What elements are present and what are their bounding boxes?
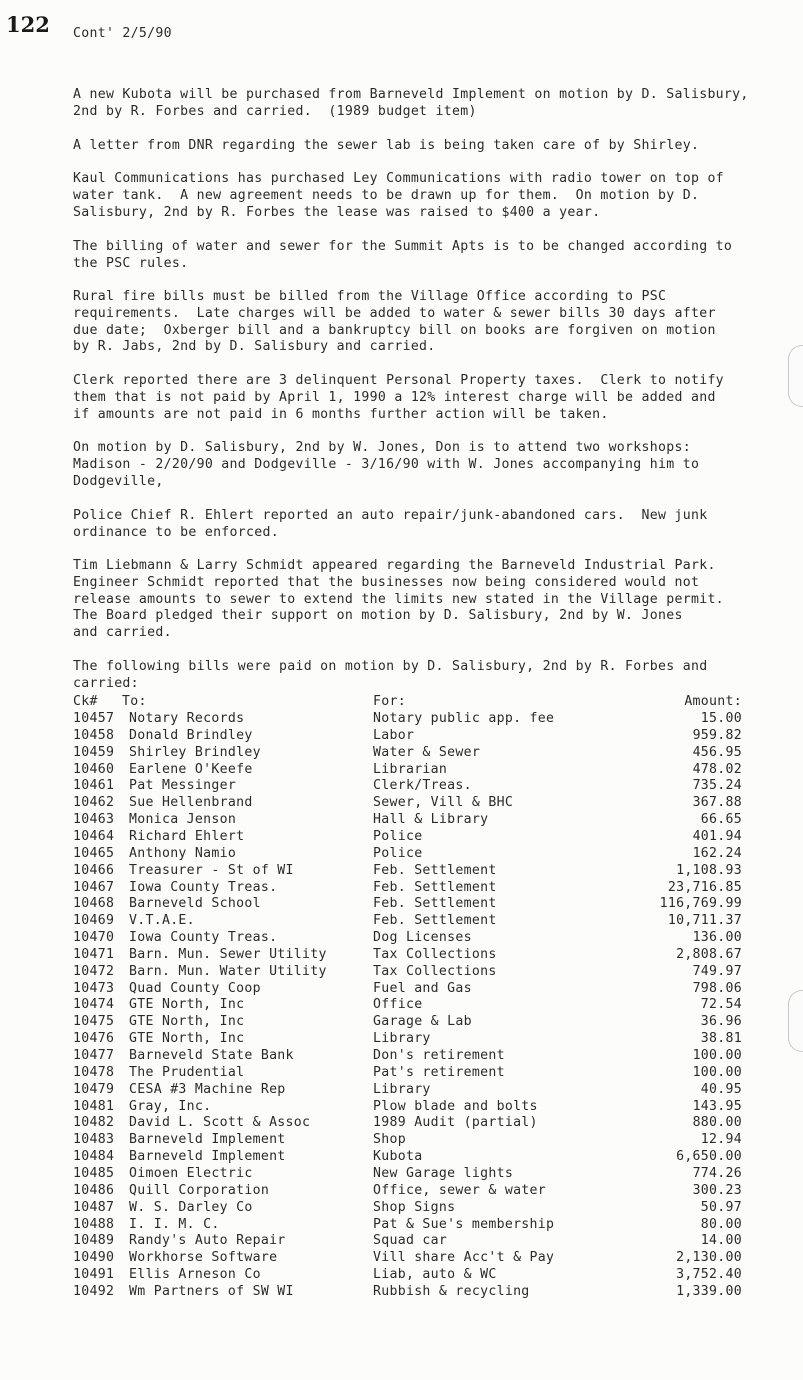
purpose: Kubota xyxy=(373,1149,423,1165)
check-number: 10485 xyxy=(73,1165,115,1181)
purpose: Library xyxy=(373,1031,431,1047)
purpose: Pat's retirement xyxy=(373,1064,505,1080)
amount: 2,130.00 xyxy=(676,1250,742,1266)
purpose: Liab, auto & WC xyxy=(373,1267,497,1283)
payee: Quad County Coop xyxy=(129,980,261,996)
purpose: Feb. Settlement xyxy=(373,913,497,929)
purpose: Clerk/Treas. xyxy=(373,778,472,794)
purpose: Labor xyxy=(373,727,415,743)
check-number: 10474 xyxy=(73,997,115,1013)
table-row xyxy=(0,946,803,963)
amount: 162.24 xyxy=(692,845,742,861)
table-row xyxy=(0,1047,803,1064)
check-number: 10481 xyxy=(73,1098,115,1114)
check-number: 10460 xyxy=(73,761,115,777)
check-number: 10488 xyxy=(73,1216,115,1232)
table-row xyxy=(0,1064,803,1081)
amount: 15.00 xyxy=(700,711,742,726)
check-number: 10461 xyxy=(73,778,115,794)
check-number: 10487 xyxy=(73,1199,115,1215)
payee: Pat Messinger xyxy=(129,778,237,794)
table-row xyxy=(0,1013,803,1030)
payee: Quill Corporation xyxy=(129,1182,270,1198)
amount: 401.94 xyxy=(692,828,742,844)
payee: GTE North, Inc xyxy=(129,997,245,1013)
payee: V.T.A.E. xyxy=(129,913,195,929)
check-number: 10478 xyxy=(73,1064,115,1080)
table-row xyxy=(0,1199,803,1216)
table-row xyxy=(0,1165,803,1182)
purpose: Feb. Settlement xyxy=(373,879,497,895)
purpose: Tax Collections xyxy=(373,963,497,979)
purpose: Library xyxy=(373,1081,431,1097)
check-number: 10492 xyxy=(73,1283,115,1299)
amount: 3,752.40 xyxy=(676,1267,742,1283)
table-row xyxy=(0,912,803,929)
binder-tab-upper xyxy=(788,345,803,407)
table-row xyxy=(0,996,803,1013)
purpose: Dog Licenses xyxy=(373,930,472,946)
check-number: 10470 xyxy=(73,930,115,946)
amount: 14.00 xyxy=(700,1233,742,1249)
table-row xyxy=(0,929,803,946)
table-row xyxy=(0,1148,803,1165)
payee: Barneveld School xyxy=(129,896,261,912)
paragraph-kaul-communications: Kaul Communications has purchased Ley Communications with radio tower on top of water tank. A new agreement needs to be drawn up for them. On motion by D. Salisbury, 2nd by R. Forbes the lease was raised to $400 a year. xyxy=(73,171,724,220)
payee: Iowa County Treas. xyxy=(129,879,278,895)
table-row xyxy=(0,1283,803,1300)
check-number: 10457 xyxy=(73,711,115,726)
header-ck: Ck# xyxy=(73,694,98,709)
amount: 749.97 xyxy=(692,963,742,979)
purpose: Sewer, Vill & BHC xyxy=(373,795,514,811)
amount: 143.95 xyxy=(692,1098,742,1114)
amount: 774.26 xyxy=(692,1165,742,1181)
purpose: Shop xyxy=(373,1132,406,1148)
paragraph-workshops: On motion by D. Salisbury, 2nd by W. Jones, Don is to attend two workshops: Madison - 2/20/90 and Dodgeville - 3/16/90 with W. Jones accompanying him to Dodgeville, xyxy=(73,440,700,489)
amount: 300.23 xyxy=(692,1182,742,1198)
purpose: Shop Signs xyxy=(373,1199,456,1215)
check-number: 10467 xyxy=(73,879,115,895)
check-number: 10489 xyxy=(73,1233,115,1249)
amount: 38.81 xyxy=(700,1031,742,1047)
payee: GTE North, Inc xyxy=(129,1031,245,1047)
amount: 40.95 xyxy=(700,1081,742,1097)
table-row xyxy=(0,794,803,811)
amount: 2,808.67 xyxy=(676,946,742,962)
payee: CESA #3 Machine Rep xyxy=(129,1081,286,1097)
check-number: 10484 xyxy=(73,1149,115,1165)
table-row xyxy=(0,1030,803,1047)
table-row xyxy=(0,727,803,744)
purpose: Librarian xyxy=(373,761,448,777)
payee: Randy's Auto Repair xyxy=(129,1233,286,1249)
purpose: Police xyxy=(373,828,423,844)
check-number: 10469 xyxy=(73,913,115,929)
header-to: To: xyxy=(122,694,147,709)
table-row xyxy=(0,1131,803,1148)
purpose: Tax Collections xyxy=(373,946,497,962)
check-number: 10458 xyxy=(73,727,115,743)
purpose: Don's retirement xyxy=(373,1048,505,1063)
payee: Barn. Mun. Water Utility xyxy=(129,963,327,979)
payee: Barneveld Implement xyxy=(129,1132,286,1148)
purpose: Vill share Acc't & Pay xyxy=(373,1250,555,1266)
purpose: Notary public app. fee xyxy=(373,711,555,726)
purpose: Rubbish & recycling xyxy=(373,1283,530,1299)
check-number: 10473 xyxy=(73,980,115,996)
check-number: 10490 xyxy=(73,1250,115,1266)
table-row xyxy=(0,828,803,845)
paragraph-kubota: A new Kubota will be purchased from Barneveld Implement on motion by D. Salisbury, 2nd by R. Forbes and carried. (1989 budget item) xyxy=(73,87,749,119)
purpose: Feb. Settlement xyxy=(373,862,497,878)
amount: 798.06 xyxy=(692,980,742,996)
purpose: Squad car xyxy=(373,1233,448,1249)
amount: 12.94 xyxy=(700,1132,742,1148)
payee: I. I. M. C. xyxy=(129,1216,220,1232)
check-number: 10462 xyxy=(73,795,115,811)
payee: Anthony Namio xyxy=(129,845,237,861)
payee: Shirley Brindley xyxy=(129,744,261,760)
check-number: 10483 xyxy=(73,1132,115,1148)
check-number: 10486 xyxy=(73,1182,115,1198)
amount: 6,650.00 xyxy=(676,1149,742,1165)
payee: Notary Records xyxy=(129,711,245,726)
check-number: 10482 xyxy=(73,1115,115,1131)
amount: 100.00 xyxy=(692,1048,742,1063)
bills-header-row xyxy=(0,693,803,710)
table-row xyxy=(0,761,803,778)
table-row xyxy=(0,862,803,879)
amount: 478.02 xyxy=(692,761,742,777)
table-row xyxy=(0,1266,803,1283)
check-number: 10472 xyxy=(73,963,115,979)
table-row xyxy=(0,1249,803,1266)
check-number: 10464 xyxy=(73,828,115,844)
payee: Barneveld State Bank xyxy=(129,1048,294,1063)
amount: 959.82 xyxy=(692,727,742,743)
payee: Barn. Mun. Sewer Utility xyxy=(129,946,327,962)
check-number: 10468 xyxy=(73,896,115,912)
amount: 1,339.00 xyxy=(676,1283,742,1299)
purpose: Plow blade and bolts xyxy=(373,1098,538,1114)
payee: Sue Hellenbrand xyxy=(129,795,253,811)
payee: Donald Brindley xyxy=(129,727,253,743)
payee: Richard Ehlert xyxy=(129,828,245,844)
amount: 80.00 xyxy=(700,1216,742,1232)
page-number: 122 xyxy=(6,12,50,37)
paragraph-industrial-park: Tim Liebmann & Larry Schmidt appeared regarding the Barneveld Industrial Park. Engineer Schmidt reported that the businesses now being considered would not release amounts to sewer to extend the limits new stated in the Village permit. The Board pledged their support on motion by D. Salisbury, 2nd by W. Jones and carried. xyxy=(73,558,724,641)
amount: 116,769.99 xyxy=(659,896,742,912)
table-row xyxy=(0,980,803,997)
table-row xyxy=(0,845,803,862)
table-row xyxy=(0,1114,803,1131)
purpose: Pat & Sue's membership xyxy=(373,1216,555,1232)
table-row xyxy=(0,1216,803,1233)
check-number: 10459 xyxy=(73,744,115,760)
table-row xyxy=(0,1081,803,1098)
amount: 66.65 xyxy=(700,812,742,828)
amount: 1,108.93 xyxy=(676,862,742,878)
payee: Gray, Inc. xyxy=(129,1098,212,1114)
payee: Treasurer - St of WI xyxy=(129,862,294,878)
binder-tab-lower xyxy=(788,990,803,1052)
purpose: Garage & Lab xyxy=(373,1014,472,1030)
paragraph-delinquent-taxes: Clerk reported there are 3 delinquent Personal Property taxes. Clerk to notify them that is not paid by April 1, 1990 a 12% interest charge will be added and if amounts are not paid in 6 months further action will be taken. xyxy=(73,373,724,422)
check-number: 10491 xyxy=(73,1267,115,1283)
payee: GTE North, Inc xyxy=(129,1014,245,1030)
payee: Wm Partners of SW WI xyxy=(129,1283,294,1299)
amount: 880.00 xyxy=(692,1115,742,1131)
table-row xyxy=(0,811,803,828)
dateline: Cont' 2/5/90 xyxy=(73,26,172,41)
payee: Monica Jenson xyxy=(129,812,237,828)
purpose: Water & Sewer xyxy=(373,744,481,760)
check-number: 10465 xyxy=(73,845,115,861)
amount: 50.97 xyxy=(700,1199,742,1215)
purpose: Feb. Settlement xyxy=(373,896,497,912)
purpose: Office, sewer & water xyxy=(373,1182,547,1198)
check-number: 10477 xyxy=(73,1048,115,1063)
check-number: 10463 xyxy=(73,812,115,828)
amount: 456.95 xyxy=(692,744,742,760)
payee: David L. Scott & Assoc xyxy=(129,1115,311,1131)
check-number: 10475 xyxy=(73,1014,115,1030)
amount: 23,716.85 xyxy=(667,879,742,895)
payee: Workhorse Software xyxy=(129,1250,278,1266)
amount: 735.24 xyxy=(692,778,742,794)
amount: 36.96 xyxy=(700,1014,742,1030)
table-row xyxy=(0,777,803,794)
amount: 367.88 xyxy=(692,795,742,811)
purpose: Police xyxy=(373,845,423,861)
paragraph-rural-fire-bills: Rural fire bills must be billed from the Village Office according to PSC requirements. Late charges will be added to water & sewer bills 30 days after due date; Oxberger bill and a bankruptcy bill on books are forgiven on motion by R. Jabs, 2nd by D. Salisbury and carried. xyxy=(73,289,716,355)
check-number: 10466 xyxy=(73,862,115,878)
payee: Iowa County Treas. xyxy=(129,930,278,946)
table-row xyxy=(0,895,803,912)
purpose: Hall & Library xyxy=(373,812,489,828)
purpose: Fuel and Gas xyxy=(373,980,472,996)
amount: 100.00 xyxy=(692,1064,742,1080)
payee: Ellis Arneson Co xyxy=(129,1267,261,1283)
purpose: New Garage lights xyxy=(373,1165,514,1181)
table-row xyxy=(0,879,803,896)
check-number: 10479 xyxy=(73,1081,115,1097)
check-number: 10476 xyxy=(73,1031,115,1047)
payee: W. S. Darley Co xyxy=(129,1199,253,1215)
table-row xyxy=(0,1098,803,1115)
amount: 10,711.37 xyxy=(667,913,742,929)
table-row xyxy=(0,710,803,727)
paragraph-police-chief: Police Chief R. Ehlert reported an auto repair/junk-abandoned cars. New junk ordinance to be enforced. xyxy=(73,508,708,540)
table-row xyxy=(0,1182,803,1199)
payee: Oimoen Electric xyxy=(129,1165,253,1181)
purpose: Office xyxy=(373,997,423,1013)
payee: Barneveld Implement xyxy=(129,1149,286,1165)
purpose: 1989 Audit (partial) xyxy=(373,1115,538,1131)
amount: 136.00 xyxy=(692,930,742,946)
header-for: For: xyxy=(373,694,406,709)
table-row xyxy=(0,744,803,761)
paragraph-bills-motion: The following bills were paid on motion by D. Salisbury, 2nd by R. Forbes and carried: xyxy=(73,659,716,691)
check-number: 10471 xyxy=(73,946,115,962)
payee: The Prudential xyxy=(129,1064,245,1080)
paragraph-summit-apts: The billing of water and sewer for the Summit Apts is to be changed according to the PSC rules. xyxy=(73,239,733,271)
payee: Earlene O'Keefe xyxy=(129,761,253,777)
header-amount: Amount: xyxy=(684,694,742,709)
table-row xyxy=(0,963,803,980)
amount: 72.54 xyxy=(700,997,742,1013)
table-row xyxy=(0,1232,803,1249)
paragraph-dnr-letter: A letter from DNR regarding the sewer lab is being taken care of by Shirley. xyxy=(73,138,700,153)
